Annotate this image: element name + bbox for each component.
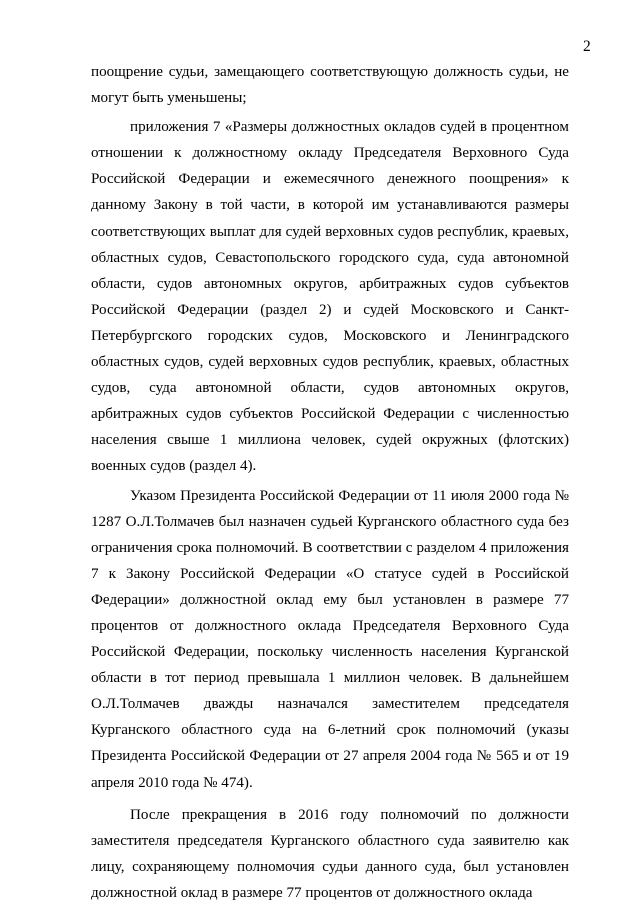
paragraph-continuation: поощрение судьи, замещающего соответствующую должность судьи, не могут быть уменьшены; [91,64,569,107]
document-body [91,59,569,906]
paragraph-termination-2016: После прекращения в 2016 году полномочий по должности заместителя председателя Курганского областного суда заявителю как лицу, сохраняющему полномочия судьи данного суда, был установлен должностной оклад в размере 77 процентов от должностного оклада [91,806,569,901]
paragraph-presidential-decree: Указом Президента Российской Федерации от 11 июля 2000 года № 1287 О.Л.Толмачев был назначен судьей Курганского областного суда без ограничения срока полномочий. В соответствии с разделом 4 приложения 7 к Закону Российской Федерации «О статусе судей в Российской Федерации» должностной оклад ему был установлен в размере 77 процентов от должностного оклада Председателя Верховного Суда Российской Федерации, поскольку численность населения Курганской области в тот период превышала 1 миллион человек. В дальнейшем О.Л.Толмачев дважды назначался заместителем председателя Курганского областного суда на 6-летний срок полномочий (указы Президента Российской Федерации от 27 апреля 2004 года № 565 и от 19 апреля 2010 года № 474). [91,487,569,791]
page-number: 2 [583,38,591,55]
paragraph-appendix-7: приложения 7 «Размеры должностных окладов судей в процентном отношении к должностному окладу Председателя Верховного Суда Российской Федерации и ежемесячного денежного поощрения» к данному Закону в той части, в которой им устанавливаются размеры соответствующих выплат для судей верховных судов республик, краевых, областных судов, Севастопольского городского суда, суда автономной области, судов автономных округов, арбитражных судов субъектов Российской Федерации (раздел 2) и судей Московского и Санкт-Петербургского городских судов, Московского и Ленинградского областных судов, судей верховных судов республик, краевых, областных судов, суда автономной области, судов автономных округов, арбитражных судов субъектов Российской Федерации с численностью населения свыше 1 миллиона человек, судей окружных (флотских) военных судов (раздел 4). [91,119,569,475]
